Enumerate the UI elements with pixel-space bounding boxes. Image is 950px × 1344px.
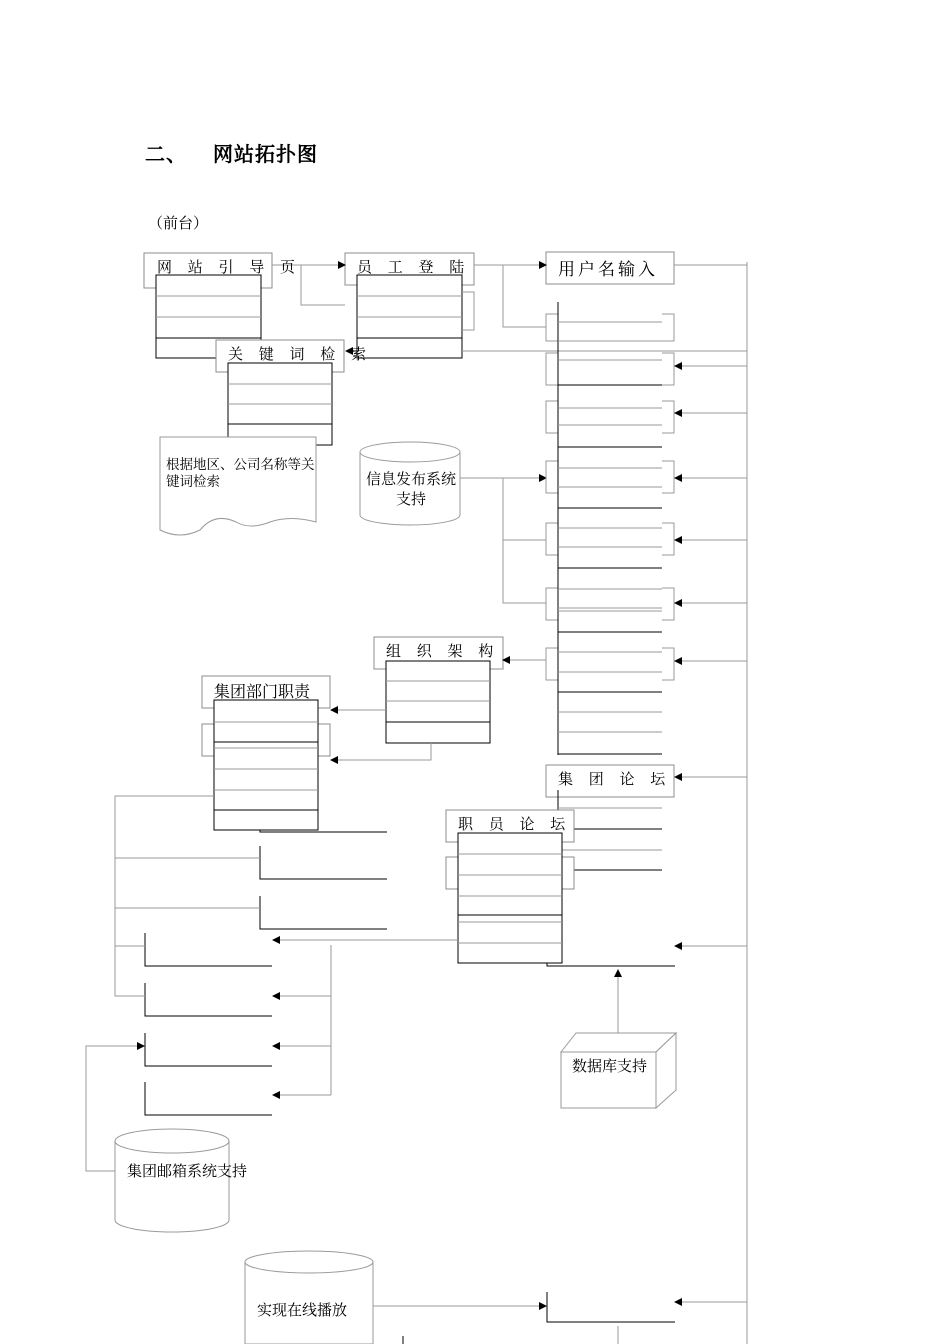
dept-label: 集团部门职责 (214, 684, 311, 701)
mail-support-label: 集团邮箱系统支持 (127, 1164, 248, 1180)
search-note-label: 根据地区、公司名称等关键词检索 (166, 457, 315, 489)
heading-number: 二、 (145, 144, 187, 166)
heading-title: 网站拓扑图 (213, 144, 318, 166)
section-label: （前台） (148, 216, 209, 232)
keyword-label: 关 键 词 检 索 (228, 347, 373, 363)
mail-support-cylinder (115, 1129, 229, 1232)
guide-label: 网 站 引 导 页 (157, 260, 302, 276)
org-label: 组 织 架 构 (386, 644, 500, 660)
db-support-label: 数据库支持 (572, 1059, 648, 1075)
online-play-label: 实现在线播放 (257, 1303, 348, 1319)
staff-forum-label: 职 员 论 坛 (458, 817, 572, 833)
online-play-cylinder (245, 1251, 373, 1344)
group-forum-label: 集 团 论 坛 (558, 772, 672, 788)
username-label: 用户名输入 (558, 260, 658, 279)
login-label: 员 工 登 陆 (357, 260, 471, 276)
info-support-label: 信息发布系统支持 (366, 472, 457, 508)
org-subtable (386, 661, 490, 743)
